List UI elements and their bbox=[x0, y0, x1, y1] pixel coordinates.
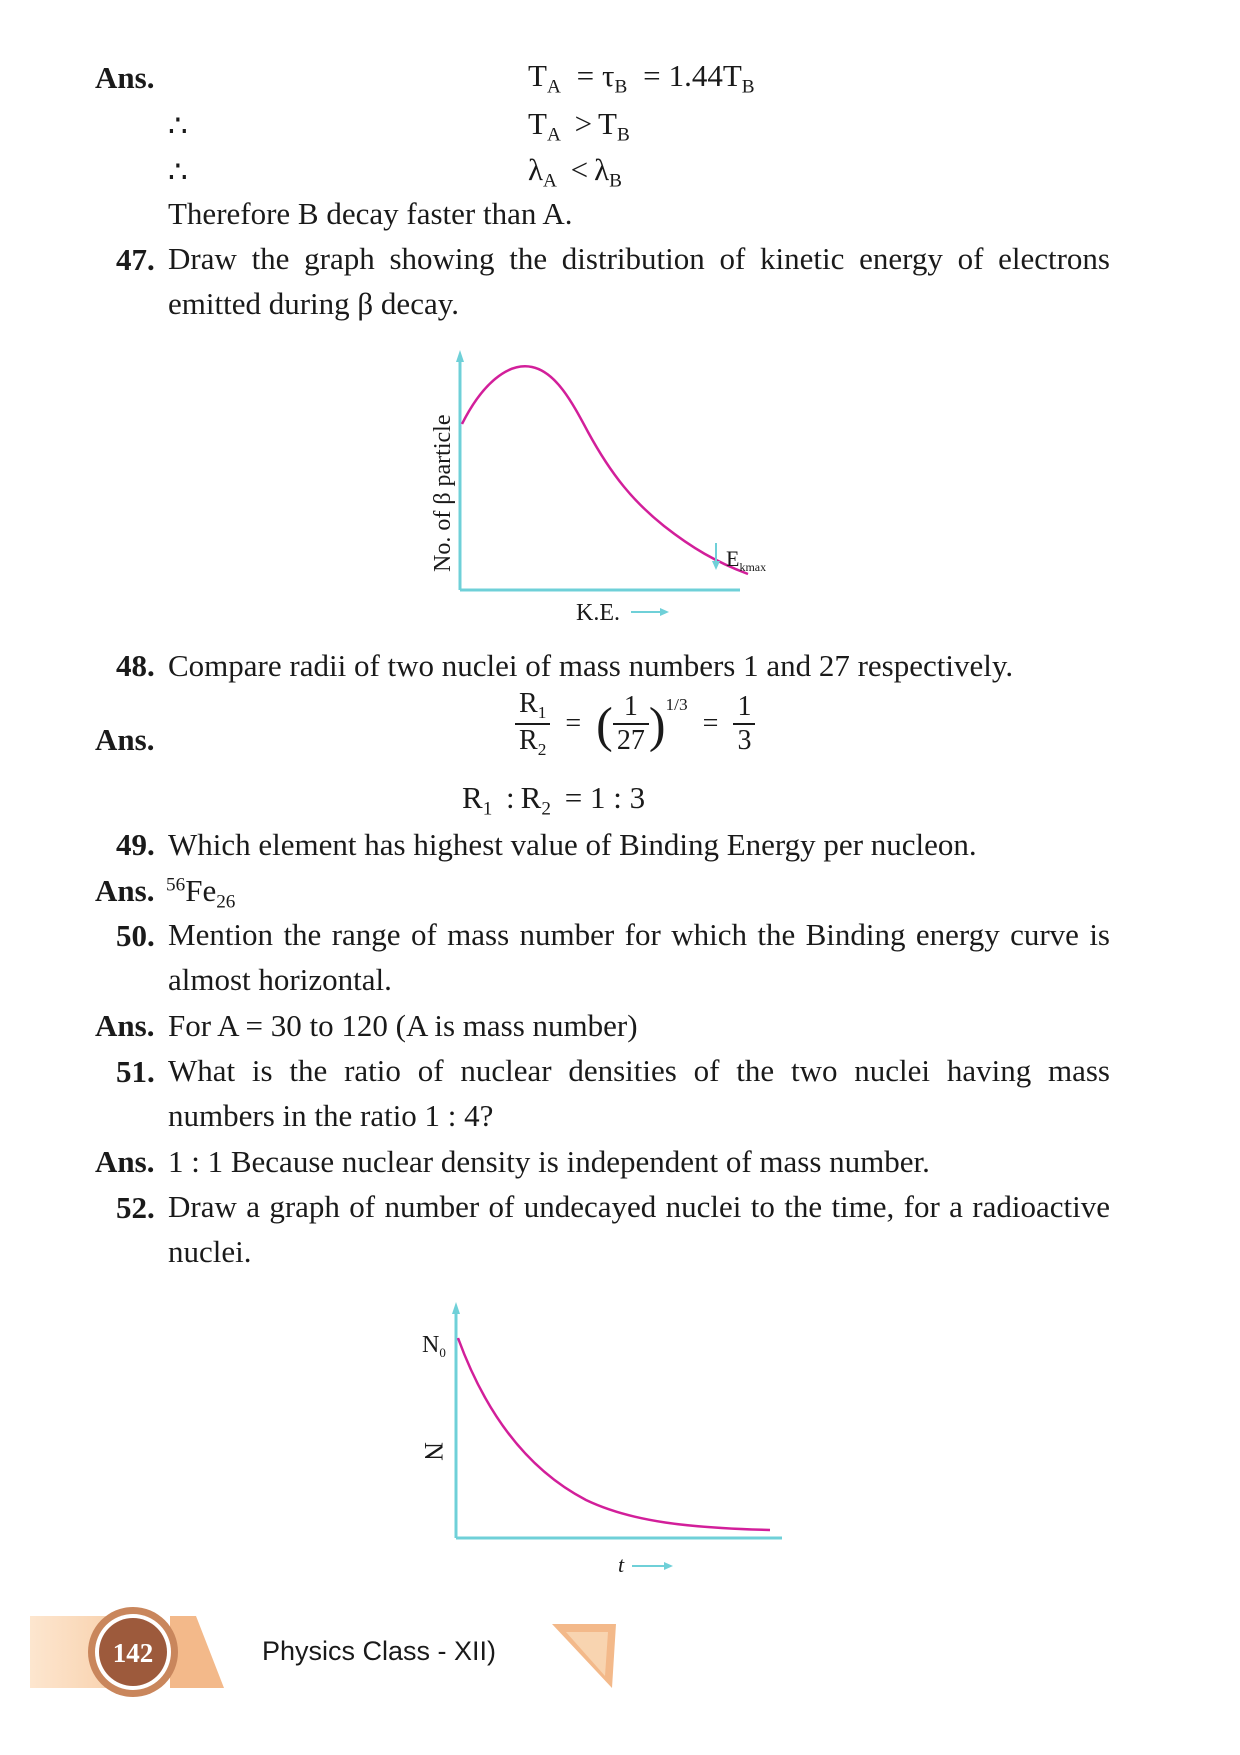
y-axis-arrow bbox=[456, 350, 464, 362]
question-number: 51. bbox=[116, 1054, 155, 1089]
one-over-twentyseven: $\frac{1}{27}$ bbox=[613, 693, 649, 755]
one-over-three: $\frac{1}{3}$ bbox=[733, 693, 755, 755]
r1-over-r2: $\frac{R_1}{R_2}$ bbox=[515, 690, 550, 759]
y-axis-label: No. of β particle bbox=[430, 414, 456, 572]
equation-ta-gt-tb: $T_A > T_B$ bbox=[528, 106, 630, 146]
footer-band-tail bbox=[170, 1616, 224, 1688]
question-number: 50. bbox=[116, 918, 155, 953]
ans-label: Ans. bbox=[95, 1144, 155, 1179]
y-axis-label: N bbox=[419, 1442, 448, 1461]
question-text: Draw the graph showing the distribution of kinetic energy of electrons emitted during β decay. bbox=[168, 241, 1110, 321]
equation-ta-tau: $T_A = \tau_B = 1.44T_B$ bbox=[528, 58, 755, 98]
question-text: Mention the range of mass number for which the Binding energy curve is almost horizontal. bbox=[168, 917, 1110, 997]
emax-label: $E_{kmax}$ bbox=[726, 546, 767, 574]
y-axis-arrow bbox=[452, 1302, 460, 1314]
n0-label: $N_0$ bbox=[422, 1332, 446, 1360]
answer-text: For A = 30 to 120 (A is mass number) bbox=[168, 1008, 638, 1043]
question-text: Draw a graph of number of undecayed nuclei to the time, for a radioactive nuclei. bbox=[168, 1189, 1110, 1269]
question-text: Compare radii of two nuclei of mass numbers 1 and 27 respectively. bbox=[168, 648, 1014, 683]
equation-lambda-a-lt-lambda-b: $\lambda_A < \lambda_B$ bbox=[528, 152, 622, 192]
ans-label: Ans. bbox=[95, 722, 155, 757]
therefore-symbol: ∴ bbox=[168, 154, 188, 189]
question-text: Which element has highest value of Binding Energy per nucleon. bbox=[168, 827, 977, 862]
x-axis-label: t bbox=[618, 1552, 625, 1577]
therefore-symbol: ∴ bbox=[168, 108, 188, 143]
ans-label: Ans. bbox=[95, 873, 155, 908]
answer-text: 1 : 1 Because nuclear density is independent of mass number. bbox=[168, 1144, 930, 1179]
ans-label: Ans. bbox=[95, 60, 155, 95]
x-axis-label: K.E. bbox=[576, 600, 620, 620]
emax-arrow-head bbox=[712, 561, 720, 570]
page-number: 142 bbox=[112, 1638, 154, 1668]
radii-ratio-result: $R_1$ : $R_2 = 1$ : 3 bbox=[462, 780, 646, 820]
x-axis-label-arrow-head bbox=[660, 608, 669, 616]
x-axis-label-arrow-head bbox=[664, 1562, 673, 1570]
question-number: 47. bbox=[116, 242, 155, 277]
radii-ratio-equation: $\frac{R_1}{R_2}$ = ( $\frac{1}{27}$ )$^{1/3}$ = $\frac{1}{3}$ bbox=[515, 690, 755, 759]
beta-spectrum-graph bbox=[420, 340, 820, 620]
question-number: 49. bbox=[116, 827, 155, 862]
decay-curve bbox=[458, 1338, 770, 1530]
conclusion-text: Therefore B decay faster than A. bbox=[168, 196, 573, 231]
question-text: What is the ratio of nuclear densities of the two nuclei having mass numbers in the ratio 1 : 4? bbox=[168, 1053, 1110, 1133]
footer-corner-inner bbox=[566, 1632, 608, 1676]
question-number: 52. bbox=[116, 1190, 155, 1225]
footer-title: Physics Class - XII) bbox=[262, 1636, 497, 1666]
distribution-curve bbox=[462, 366, 748, 574]
question-number: 48. bbox=[116, 648, 155, 683]
decay-curve-graph bbox=[410, 1290, 790, 1580]
ans-label: Ans. bbox=[95, 1008, 155, 1043]
iron-56-answer: $^{56}Fe_{26}$ bbox=[166, 873, 236, 913]
